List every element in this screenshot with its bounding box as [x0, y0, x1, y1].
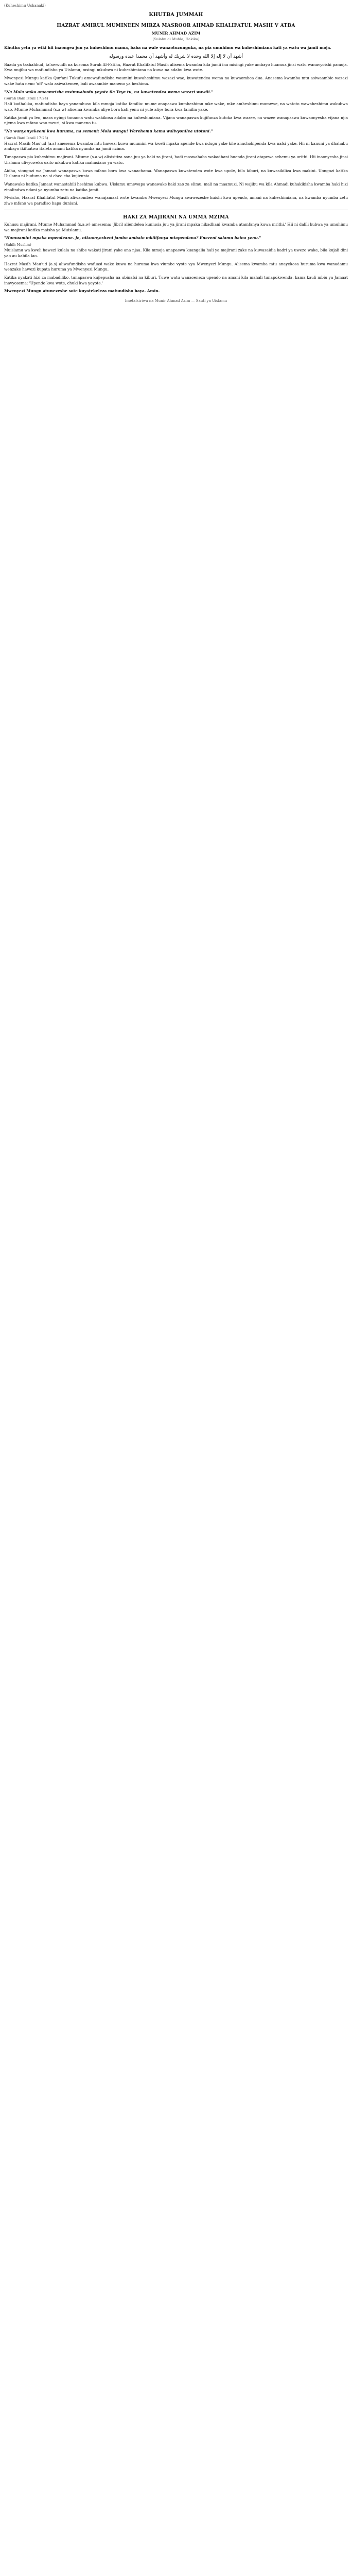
body-paragraph: Wanawake katika Jamaat wanastahili heshima kubwa. Uislamu umewapa wanawake haki zao za elimu, mali na maamuzi. Ni wajibu wa kila Ahmadi kuhakikisha kwamba haki hizi zinalindwa ndani ya nyumba zetu na katika jamii.	[4, 182, 348, 192]
document-subtitle: HAZRAT AMIRUL MUMINEEN MIRZA MASROOR AHMAD KHALIFATUL MASIH V ATBA	[57, 23, 295, 28]
quote-reference: (Surah Bani Israil 17:24)	[4, 96, 48, 101]
document-title: KHUTBA JUMMAH	[149, 12, 203, 18]
document-date: (Sulahu di Muhla, Hakika)	[152, 37, 200, 41]
body-paragraph: Muislamu wa kweli hawezi kulala na shibe wakati jirani yake ana njaa. Kila mmoja anapaswa kuangalia hali ya majirani zake na kuwasaidia kadri ya uwezo wake, bila kujali dini yao au kabila lao.	[4, 248, 348, 258]
body-paragraph: Hazrat Masih Mau'ud (a.s) amesema kwamba mtu hawezi kuwa muumini wa kweli mpaka apende kwa ndugu yake kile anachokipenda kwa nafsi yake. Hii ni kanuni ya dhahabu ambayo ikifuatwa italeta amani katika nyumba na jamii nzima.	[4, 141, 348, 151]
body-paragraph: Tunapaswa pia kuheshimu majirani. Mtume (s.a.w) alisisitiza sana juu ya haki za jirani, hadi maswahaba wakadhani huenda jirani atapewa sehemu ya urithi. Hii inaonyesha jinsi Uislamu ulivyoweka uzito mkubwa katika mahusiano ya watu.	[4, 155, 348, 165]
arabic-verse: أشهد أن لا إله إلا الله وحده لا شريك له وأشهد أن محمدا عبده ورسوله	[109, 54, 243, 59]
quote-reference: (Sahih Muslim)	[4, 243, 31, 247]
document-page	[0, 0, 352, 309]
document-footer: Imetafsiriwa na Munir Ahmad Azim — Sauti ya Uislamu	[125, 299, 227, 303]
header-note: (Kuheshimu Ushanaki)	[4, 4, 46, 8]
body-paragraph: Hazrat Masih Mau'ud (a.s) aliwafundisha wafuasi wake kuwa na huruma kwa viumbe vyote vya Mwenyezi Mungu. Alisema kwamba mtu anayekosa huruma kwa wanadamu wenzake hawezi kupata huruma ya Mwenyezi Mungu.	[4, 261, 348, 272]
quote-reference: (Surah Bani Israil 17:25)	[4, 135, 48, 140]
closing-line: Mwenyezi Mungu atuwezeshe sote kuyatekeleza mafundisho haya. Amin.	[4, 289, 160, 294]
body-paragraph: Kuhusu majirani, Mtume Muhammad (s.a.w) amesema: 'Jibril aliendelea kuniusia juu ya jirani mpaka nikadhani kwamba atamfanya kuwa mrithi.' Hii ni dalili kubwa ya umuhimu wa majirani katika maisha ya Muislamu.	[4, 222, 348, 232]
body-paragraph: Hali kadhalika, mafundisho haya yanamhusu kila mmoja katika familia: mume anapaswa kumheshimu mke wake, mke amheshimu mumewe, na watoto wawaheshimu wakubwa wao. Mtume Muhammad (s.a.w) alisema kwamba aliye bora kati yenu ni yule aliye bora kwa familia yake.	[4, 101, 348, 112]
quote-text: "Na Mola wako ameamrisha msimwabudu yeyote ila Yeye tu, na kuwatendea wema wazazi wawili."	[4, 89, 214, 94]
body-paragraph: Baada ya tashahhud, ta'awwudh na kusoma Surah Al-Fatiha, Hazrat Khalifatul Masih alisema kwamba kila jamii ina misingi yake ambayo huamua jinsi watu wanavyoishi pamoja. Kwa mujibu wa mafundisho ya Uislamu, msingi mkubwa ni kuheshimiana na kuwa na adabu kwa wote.	[4, 62, 348, 73]
body-paragraph: Aidha, viongozi wa Jamaat wanapaswa kuwa mfano bora kwa wanachama. Wanapaswa kuwatendea wote kwa upole, bila kiburi, na kuwasikiliza kwa makini. Uongozi katika Uislamu ni huduma na si cheo cha kujivunia.	[4, 168, 348, 179]
body-paragraph: Katika nyakati hizi za mabadiliko, tunapaswa kujiepusha na ubinafsi na kiburi. Tuwe watu wanaoeneza upendo na amani kila mahali tunapokwenda, kama kauli mbiu ya Jamaat inavyosema: 'Upendo kwa wote, chuki kwa yeyote.'	[4, 275, 348, 285]
body-paragraph: Mwisho, Hazrat Khalifatul Masih aliwaombea wanajamaat wote kwamba Mwenyezi Mungu awawezeshe kuishi kwa upendo, amani na kuheshimiana, na kwamba nyumba zetu ziwe mfano wa paradiso hapa duniani.	[4, 195, 348, 206]
quote-text: "Na wanyenyekeeni kwa huruma, na semeni: Mola wangu! Warehemu kama walivyonilea utotoni."	[4, 129, 213, 134]
section-title: HAKI ZA MAJIRANI NA UMMA MZIMA	[123, 214, 229, 220]
author-name: MUNIR AHMAD AZIM	[151, 30, 201, 36]
intro-paragraph: Khutba yetu ya wiki hii inaongea juu ya kuheshimu mama, baba na wale wanaotuzunguka, na pia umuhimu wa kuheshimiana kati ya watu wa jamii moja.	[4, 45, 331, 50]
quote-text: "Hamuamini mpaka mpendeane. Je, nikuonyesheni jambo ambalo mkilifanya mtapendana? Enezeni salamu baina yenu."	[4, 235, 261, 241]
body-paragraph: Katika jamii ya leo, mara nyingi tunaona watu wakikosa adabu na kuheshimiana. Vijana wanapaswa kujifunza kutoka kwa wazee, na wazee wanapaswa kuwaonyesha vijana njia njema kwa mfano wao mzuri, si kwa maneno tu.	[4, 115, 348, 126]
body-paragraph: Mwenyezi Mungu katika Qur'ani Tukufu amewafundisha waumini kuwaheshimu wazazi wao, kuwatendea wema na kuwaombea dua. Anasema kwamba mtu asiwaambie wazazi wake hata neno 'uff' wala asiwakemee, bali awaambie maneno ya heshima.	[4, 76, 348, 86]
